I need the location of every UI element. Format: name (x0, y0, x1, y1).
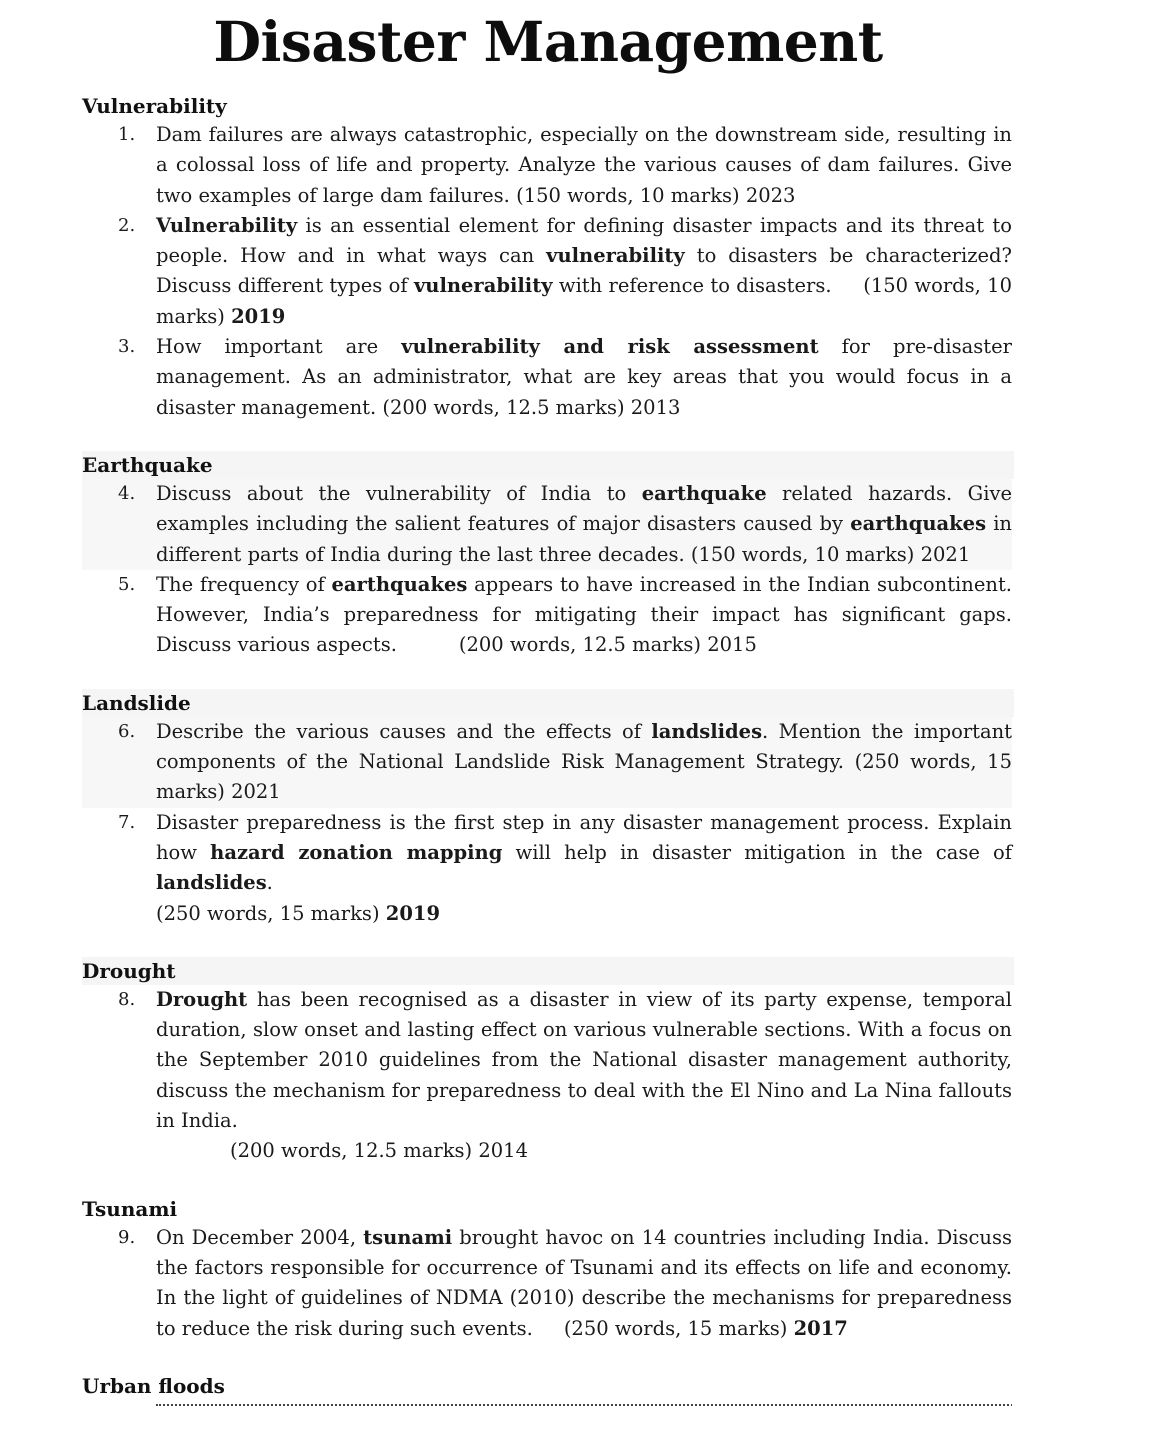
question-item (82, 717, 1012, 808)
section-heading: Drought (82, 957, 1014, 985)
section-landslide (82, 689, 1012, 929)
section-tsunami (82, 1195, 1019, 1344)
section-vulnerability (82, 92, 1019, 423)
section-urban-floods (82, 1372, 1012, 1410)
question-text: Dam failures are always catastrophic, especially on the downstream side, resulting in a colossal loss of life and property. Analyze the various causes of dam failures. Give two examples of large dam failures. (150 words, 10 marks) 2023 (156, 123, 1012, 207)
question-item (82, 120, 1012, 211)
question-number: 9. (118, 1226, 136, 1248)
page-title: Disaster Management (213, 9, 883, 74)
section-heading: Vulnerability (82, 94, 227, 118)
question-item (82, 1223, 1019, 1344)
question-number: 1. (118, 124, 136, 145)
question-number: 5. (118, 573, 136, 595)
question-number: 7. (118, 811, 136, 833)
question-item (82, 211, 1019, 332)
section-drought (82, 957, 1012, 1167)
question-text: Drought has been recognised as a disaster in view of its party expense, temporal duration, slow onset and lasting effect on various vulnerable sections. With a focus on the September 2010 guidelines from the National disaster management authority, discuss the mechanism for preparedness to deal with the El Nino and La Nina fallouts in India. (200 words, 12.5 marks) 2014 (156, 987, 1012, 1163)
question-number: 6. (118, 720, 136, 742)
question-item (82, 570, 1019, 661)
question-number: 2. (118, 214, 136, 236)
question-text: Vulnerability is an essential element for defining disaster impacts and its threat to people. How and in what ways can vulnerability to disasters be characterized? Discuss different types of vulnerability with reference to disasters. (150 words, 10 marks) 2019 (156, 213, 1019, 328)
question-item (82, 985, 1012, 1167)
cutoff-text-line (82, 1404, 1012, 1410)
section-heading: Urban floods (82, 1373, 225, 1398)
question-text: Describe the various causes and the effects of landslides. Mention the important components of the National Landslide Risk Management Strategy. (250 words, 15 marks) 2021 (156, 719, 1012, 804)
question-text: How important are vulnerability and risk assessment for pre-disaster management. As an administrator, what are key areas that you would focus in a disaster management. (200 words, 12.5 marks) 2013 (156, 335, 1012, 419)
question-number: 8. (118, 988, 136, 1010)
section-heading: Landslide (82, 689, 1014, 717)
section-earthquake (82, 451, 1019, 661)
question-item (82, 808, 1012, 929)
section-heading: Earthquake (82, 451, 1014, 479)
question-text: The frequency of earthquakes appears to have increased in the Indian subcontinent. However, India’s preparedness for mitigating their impact has significant gaps. Discuss various aspects. (200 words, 12.5 marks) 2015 (156, 572, 1019, 657)
question-item (82, 479, 1012, 570)
document-body (82, 92, 1019, 1438)
section-heading: Tsunami (82, 1196, 178, 1221)
question-text: Disaster preparedness is the first step in any disaster management process. Explain how hazard zonation mapping will help in disaster mitigation in the case of landslides. (250 words, 15 marks) 2019 (156, 810, 1012, 925)
question-number: 3. (118, 336, 136, 358)
question-text: On December 2004, tsunami brought havoc on 14 countries including India. Discuss the factors responsible for occurrence of Tsunami and its effects on life and economy. In the light of guidelines of NDMA (2010) describe the mechanisms for preparedness to reduce the risk during such events. (250 words, 15 marks) 2017 (156, 1225, 1019, 1340)
question-text: Discuss about the vulnerability of India to earthquake related hazards. Give examples including the salient features of major disasters caused by earthquakes in different parts of India during the last three decades. (150 words, 10 marks) 2021 (156, 481, 1012, 566)
question-item (82, 332, 1012, 423)
question-number: 4. (118, 482, 136, 504)
